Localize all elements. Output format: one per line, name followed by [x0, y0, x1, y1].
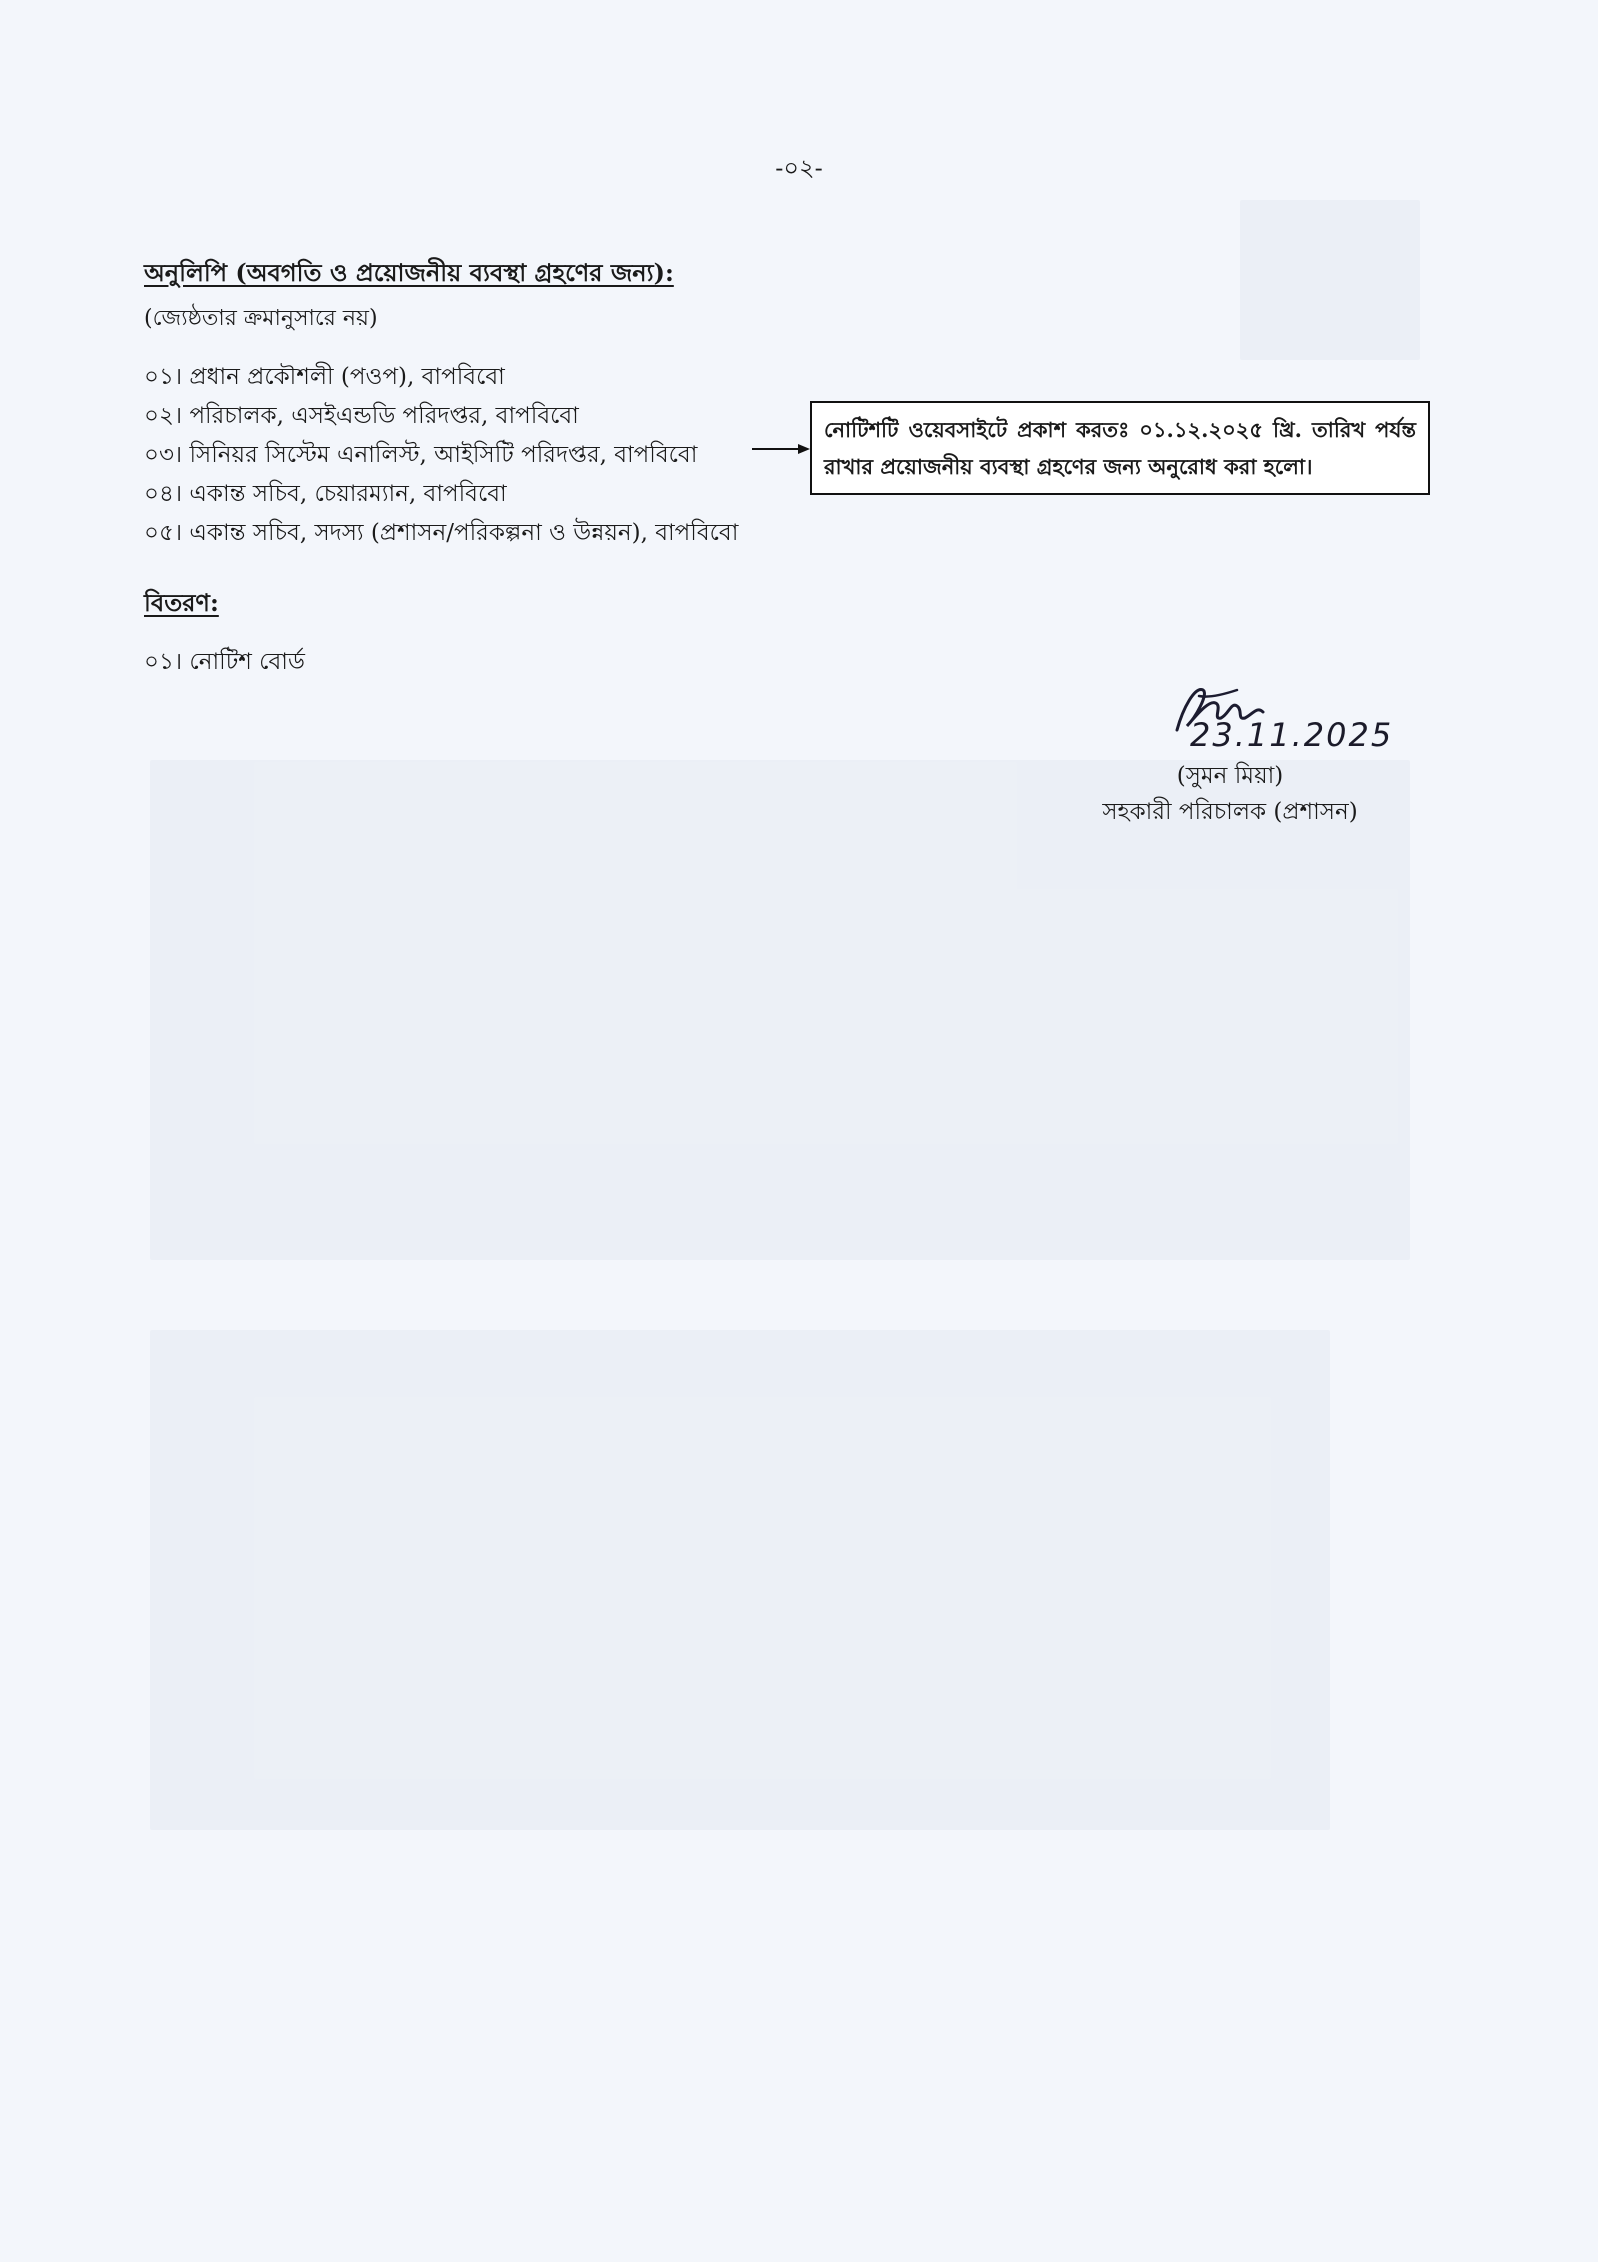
bleed-through-block: [150, 760, 1410, 1260]
copy-recipient-item: ০১। প্রধান প্রকৌশলী (পওপ), বাপবিবো: [144, 364, 505, 390]
distribution-item: ০১। নোটিশ বোর্ড: [144, 649, 305, 675]
bleed-through-block: [1240, 200, 1420, 360]
signatory-name: (সুমন মিয়া): [1176, 763, 1284, 789]
website-notice-box: নোটিশটি ওয়েবসাইটে প্রকাশ করতঃ ০১.১২.২০২৫ খ্রি. তারিখ পর্যন্ত রাখার প্রয়োজনীয় ব্যবস্থা গ্রহণের জন্য অনুরোধ করা হলো।: [810, 401, 1430, 495]
page-number: -০২-: [775, 154, 823, 182]
distribution-section: [144, 585, 305, 682]
copy-section-heading: অনুলিপি (অবগতি ও প্রয়োজনীয় ব্যবস্থা গ্রহণের জন্য):: [144, 258, 674, 287]
signatory-designation: সহকারী পরিচালক (প্রশাসন): [1102, 799, 1358, 825]
seniority-note: (জ্যেষ্ঠতার ক্রমানুসারে নয়): [144, 306, 378, 331]
signatory-block: [1060, 758, 1400, 830]
copy-recipient-item: ০৫। একান্ত সচিব, সদস্য (প্রশাসন/পরিকল্পনা ও উন্নয়ন), বাপবিবো: [144, 520, 739, 546]
distribution-heading: বিতরণ:: [144, 588, 219, 617]
copy-section: [144, 255, 738, 553]
bleed-through-block: [150, 1330, 1330, 1830]
signature-date: 23.11.2025: [1190, 716, 1394, 754]
arrow-right-icon: [752, 443, 810, 455]
copy-recipient-item: ০৩। সিনিয়র সিস্টেম এনালিস্ট, আইসিটি পরিদপ্তর, বাপবিবো: [144, 442, 698, 468]
distribution-list: [144, 643, 305, 682]
copy-recipient-item: ০২। পরিচালক, এসইএন্ডডি পরিদপ্তর, বাপবিবো: [144, 403, 579, 429]
copy-recipient-list: [144, 358, 738, 553]
copy-recipient-item: ০৪। একান্ত সচিব, চেয়ারম্যান, বাপবিবো: [144, 481, 507, 507]
